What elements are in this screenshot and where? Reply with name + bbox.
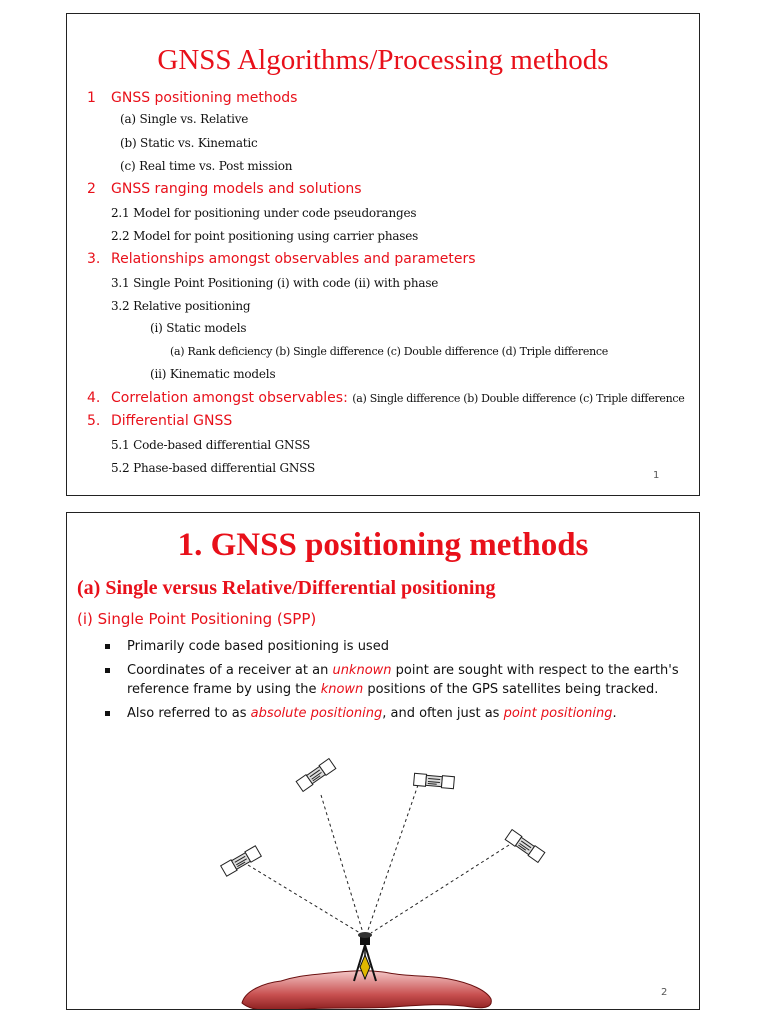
slide-2-section: (i) Single Point Positioning (SPP) — [77, 610, 317, 628]
bullet-item: Primarily code based positioning is used — [103, 637, 683, 656]
outline-item-3-1: 3.1 Single Point Positioning (i) with code (ii) with phase — [111, 276, 439, 290]
outline-item-5-2: 5.2 Phase-based differential GNSS — [111, 461, 316, 475]
signal-line — [371, 845, 509, 933]
bullet-item: Also referred to as absolute positioning, and often just as point positioning. — [103, 704, 683, 723]
bullet-item: Coordinates of a receiver at an unknown point are sought with respect to the earth's reference frame by using the known positions of the GPS satellites being tracked. — [103, 661, 683, 699]
outline-item-4: 4. Correlation amongst observables: (a) Single difference (b) Double difference (c) Triple difference — [87, 390, 685, 406]
spp-diagram — [67, 513, 699, 1009]
outline-item-2-2: 2.2 Model for point positioning using carrier phases — [111, 229, 419, 243]
signal-line — [248, 865, 360, 933]
slide-2 — [66, 512, 700, 1010]
outline-item-1b: (b) Static vs. Kinematic — [120, 136, 258, 150]
outline-item-1: 1 GNSS positioning methods — [87, 90, 298, 106]
slide-2-title: 1. GNSS positioning methods — [177, 527, 589, 563]
satellite-4 — [505, 830, 545, 863]
outline-item-3-2: 3.2 Relative positioning — [111, 299, 251, 313]
outline-item-2-1: 2.1 Model for positioning under code pseudoranges — [111, 206, 417, 220]
outline-item-1c: (c) Real time vs. Post mission — [120, 159, 293, 173]
outline-item-5-1: 5.1 Code-based differential GNSS — [111, 438, 311, 452]
satellite-1 — [296, 759, 336, 792]
slide-1 — [66, 13, 700, 496]
outline-item-3: 3. Relationships amongst observables and parameters — [87, 251, 476, 267]
slide-2-page-number: 2 — [661, 987, 668, 998]
satellite-2 — [414, 773, 455, 788]
outline-item-3-2-ii: (ii) Kinematic models — [150, 367, 276, 381]
outline-item-3-2-i: (i) Static models — [150, 321, 247, 335]
outline-item-4-detail: (a) Single difference (b) Double difference (c) Triple difference — [352, 392, 685, 405]
outline-item-3-2-i-detail: (a) Rank deficiency (b) Single difference (c) Double difference (d) Triple difference — [170, 345, 608, 358]
slide-1-title: GNSS Algorithms/Processing methods — [157, 44, 609, 76]
signal-line — [367, 785, 418, 933]
outline-item-5: 5. Differential GNSS — [87, 413, 233, 429]
signal-line — [321, 795, 363, 933]
outline-item-2: 2 GNSS ranging models and solutions — [87, 181, 362, 197]
slide-2-subtitle: (a) Single versus Relative/Differential positioning — [77, 577, 496, 599]
outline-item-1a: (a) Single vs. Relative — [120, 112, 249, 126]
terrain — [242, 971, 491, 1009]
satellite-3 — [221, 846, 262, 876]
slide-1-page-number: 1 — [653, 470, 660, 481]
